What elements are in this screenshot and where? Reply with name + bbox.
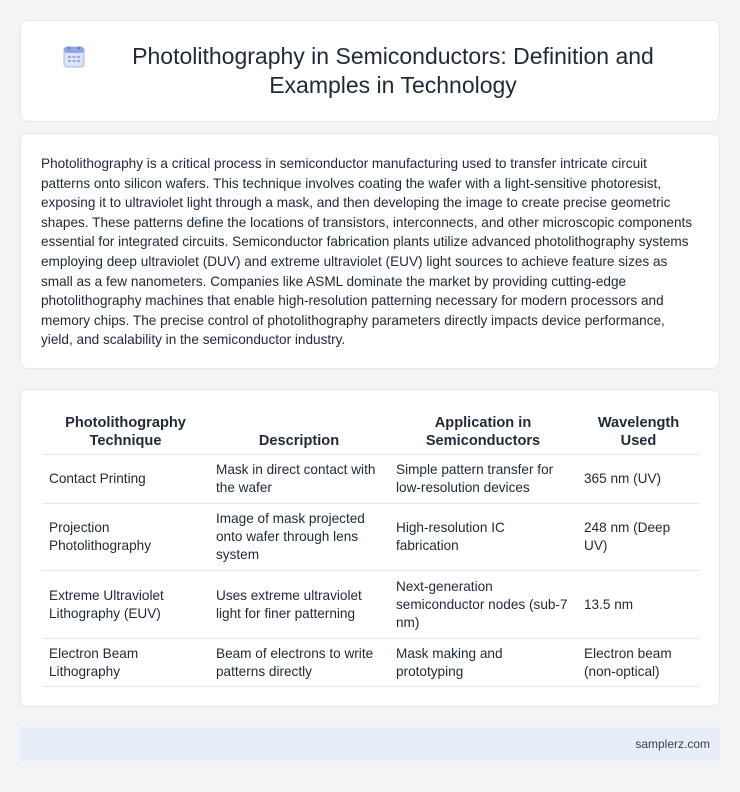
table-cell: 13.5 nm — [577, 571, 700, 639]
table-cell: Mask in direct contact with the wafer — [209, 455, 389, 504]
table-cell: 365 nm (UV) — [577, 455, 700, 504]
table-cell: Extreme Ultraviolet Lithography (EUV) — [42, 571, 209, 639]
footer-bar — [20, 727, 720, 761]
table-cell: Beam of electrons to write patterns directly — [209, 639, 389, 687]
table-row — [42, 504, 700, 571]
title-card — [20, 20, 720, 122]
footer-site-link[interactable]: samplerz.com — [635, 737, 710, 751]
table-row — [42, 571, 700, 639]
table-cell: 248 nm (Deep UV) — [577, 504, 700, 571]
table-cell: Electron beam (non-optical) — [577, 639, 700, 687]
table-card — [20, 389, 720, 707]
table-cell: Uses extreme ultraviolet light for finer patterning — [209, 571, 389, 639]
document-icon — [61, 44, 87, 70]
page-title: Photolithography in Semiconductors: Definition and Examples in Technology — [132, 43, 654, 98]
table-header-row — [42, 410, 700, 455]
column-header: Wavelength Used — [597, 415, 680, 449]
column-header: Description — [258, 433, 340, 449]
table-cell: Electron Beam Lithography — [42, 639, 209, 687]
table-row — [42, 455, 700, 504]
table-row — [42, 639, 700, 687]
techniques-table — [42, 410, 700, 687]
table-cell: Mask making and prototyping — [389, 639, 577, 687]
table-cell: Image of mask projected onto wafer through lens system — [209, 504, 389, 571]
table-cell: Projection Photolithography — [42, 504, 209, 571]
table-cell: Contact Printing — [42, 455, 209, 504]
table-cell: High-resolution IC fabrication — [389, 504, 577, 571]
intro-card — [20, 133, 720, 369]
column-header: Photolithography Technique — [65, 415, 186, 449]
table-cell: Simple pattern transfer for low-resolution devices — [389, 455, 577, 504]
intro-paragraph: Photolithography is a critical process in semiconductor manufacturing used to transfer intricate circuit patterns onto silicon wafers. This technique involves coating the wafer with a light-sensitive photoresist, exposing it to ultraviolet light through a mask, and then developing the image to create precise geometric shapes. These patterns define the locations of transistors, interconnects, and other microscopic components essential for integrated circuits. Semiconductor fabrication plants utilize advanced photolithography systems employing deep ultraviolet (DUV) and extreme ultraviolet (EUV) light sources to achieve feature sizes as small as a few nanometers. Companies like ASML dominate the market by providing cutting-edge photolithography machines that enable high-resolution patterning necessary for modern processors and memory chips. The precise control of photolithography parameters directly impacts device performance, yield, and scalability in the semiconductor industry. — [41, 156, 693, 348]
column-header: Application in Semiconductors — [425, 415, 541, 449]
table-cell: Next-generation semiconductor nodes (sub-7 nm) — [389, 571, 577, 639]
